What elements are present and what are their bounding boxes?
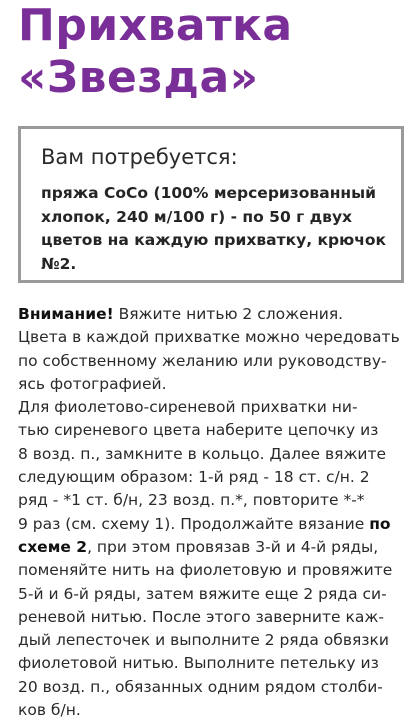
materials-line: №2. — [41, 254, 77, 273]
text-line: 5-й и 6-й ряды, затем вяжите еще 2 ряда си- — [18, 584, 387, 603]
text-line: Цвета в каждой прихватке можно чередовать — [18, 328, 400, 347]
text-line: ков б/н. — [18, 701, 81, 720]
text-line: Для фиолетово-сиреневой прихватки ни- — [18, 398, 358, 417]
title-line-1: Прихватка — [18, 0, 293, 51]
text-line: 8 возд. п., замкните в кольцо. Далее вяжите — [18, 444, 387, 463]
scheme-ref: по — [369, 514, 391, 533]
text-line — [18, 513, 410, 536]
scheme-ref: схеме 2 — [18, 537, 88, 556]
text-line: поменяйте нить на фиолетовую и провяжите — [18, 561, 393, 580]
instructions — [18, 303, 410, 722]
materials-box — [18, 126, 404, 283]
text-line: по собственному желанию или руководству- — [18, 351, 387, 370]
text-line: 20 возд. п., обязанных одним рядом столби- — [18, 677, 383, 696]
text-line — [18, 536, 410, 559]
attention-label: Внимание! — [18, 305, 114, 323]
text-line: фиолетовой нитью. Выполните петельку из — [18, 654, 379, 673]
text-line: дый лепесточек и выполните 2 ряда обвязки — [18, 631, 389, 650]
materials-line: цветов на каждую прихватку, крючок — [41, 231, 387, 249]
text-line: ясь фотографией. — [18, 374, 167, 393]
text-line: следующим образом: 1-й ряд - 18 ст. с/н. 2 — [18, 468, 370, 487]
text-line: ряд - *1 ст. б/н, 23 возд. п.*, повторите *-* — [18, 491, 365, 510]
materials-heading: Вам потребуется: — [41, 145, 238, 169]
text-line: реневой нитью. После этого заверните каж- — [18, 607, 384, 626]
materials-text — [41, 182, 391, 276]
text-segment: 9 раз (см. схему 1). Продолжайте вязание — [18, 514, 370, 533]
text-line: тью сиреневого цвета наберите цепочку из — [18, 421, 379, 440]
page-title — [18, 0, 293, 104]
text-segment: , при этом провязав 3-й и 4-й ряды, — [87, 537, 379, 556]
materials-line: пряжа CoCo (100% мерсеризованный — [41, 184, 376, 202]
title-line-2: «Звезда» — [18, 52, 259, 103]
attention-text: Вяжите нитью 2 сложения. — [113, 305, 344, 323]
attention-line — [18, 303, 410, 326]
materials-line: хлопок, 240 м/100 г) - по 50 г двух — [41, 207, 353, 226]
